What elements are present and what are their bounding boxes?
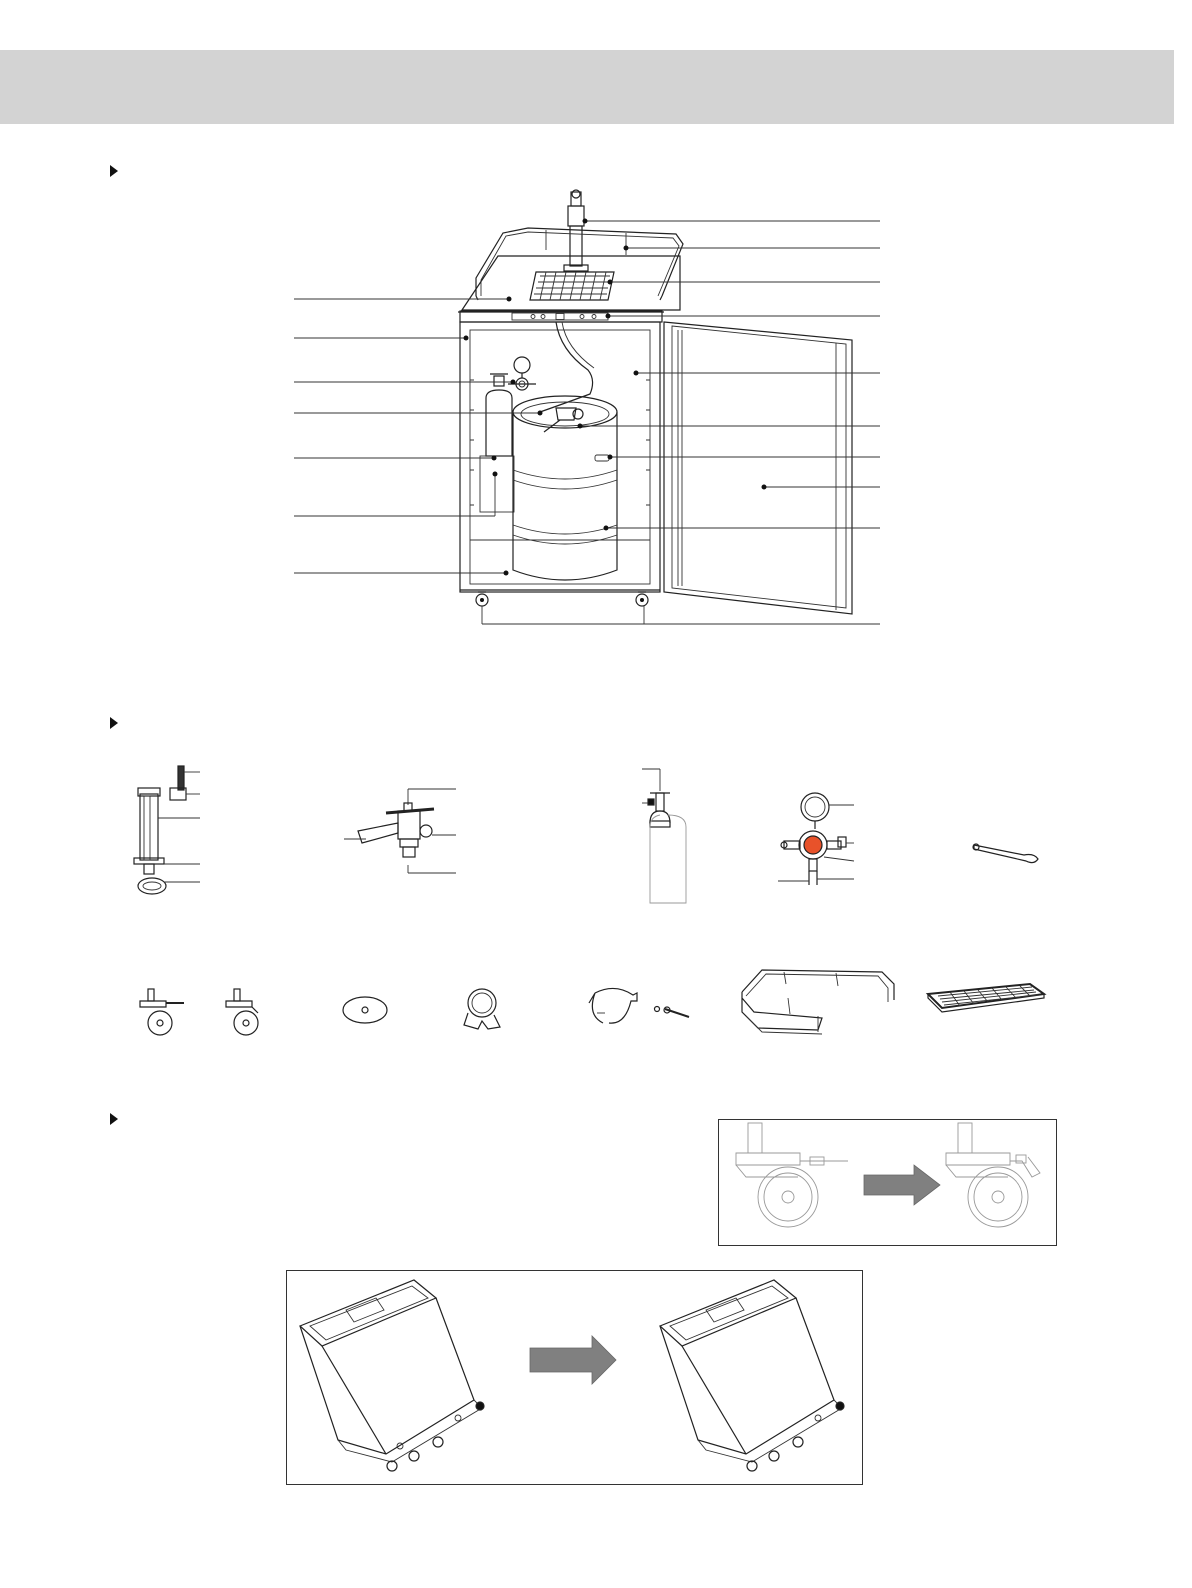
co2-cylinder-illustration [480,374,514,512]
accessory-cylinder-bracket-and-screw [585,985,695,1035]
cabinet-before [300,1280,484,1471]
accessory-guard-rail [738,962,898,1042]
cabinet-after [660,1280,844,1471]
accessory-tap-tower [130,760,250,900]
drip-tray-illustration [530,272,614,300]
section-marker-accessories [110,717,118,729]
accessory-keg-coupler [340,785,470,885]
accessory-co2-cylinder [638,765,708,910]
section-marker-casters [110,1113,118,1125]
accessory-rubber-washer [340,990,390,1030]
accessory-spanner-wrench [968,835,1048,875]
accessory-hose-clamp [460,985,510,1035]
door-illustration [664,322,852,614]
accessory-co2-regulator [770,785,880,895]
guard-rail-illustration [476,228,683,300]
kegerator-diagram [0,0,1192,660]
caster-lock-illustration [718,1119,1057,1246]
keg-illustration [513,396,617,580]
accessory-drip-tray-grille [920,978,1050,1028]
accessory-casters [138,985,278,1045]
tilted-cabinet-illustration [286,1270,863,1485]
left-callouts [294,297,543,576]
right-callouts [482,219,880,625]
